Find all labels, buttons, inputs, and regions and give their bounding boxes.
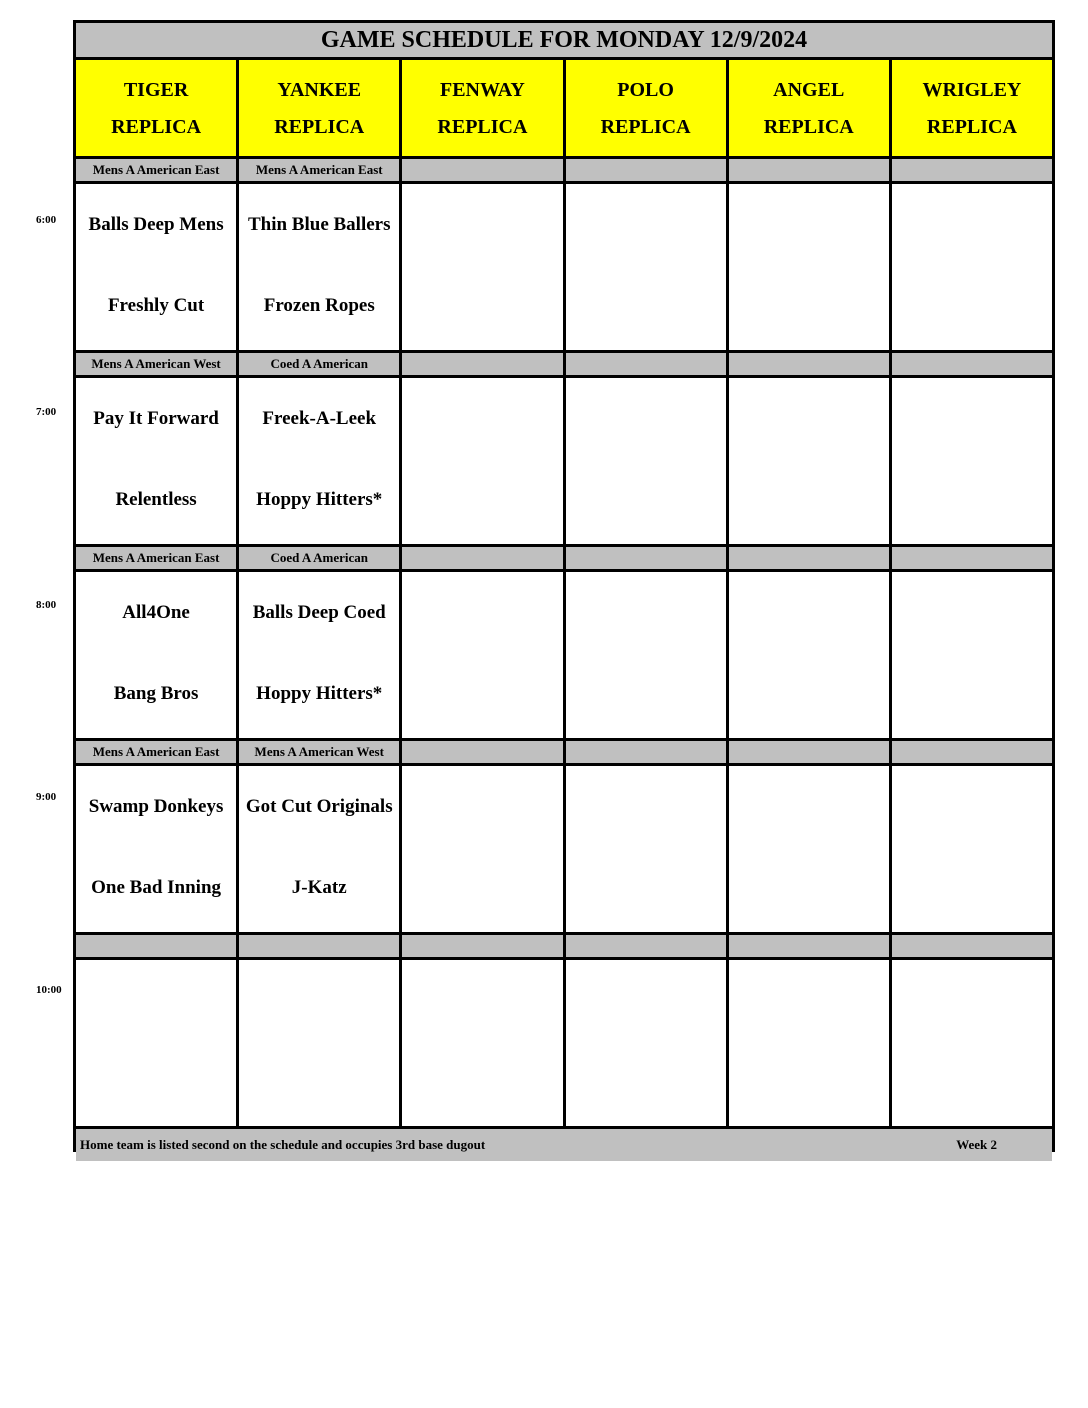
league-label bbox=[729, 741, 889, 763]
game-cell bbox=[566, 572, 726, 738]
game-cell bbox=[239, 960, 399, 1126]
league-label bbox=[892, 547, 1052, 569]
home-team: Relentless bbox=[115, 489, 197, 510]
home-team: Frozen Ropes bbox=[263, 295, 375, 316]
game-cell bbox=[892, 184, 1052, 350]
field-name: POLO bbox=[617, 79, 674, 101]
time-label: 10:00 bbox=[36, 984, 62, 996]
league-label bbox=[76, 935, 236, 957]
game-cell bbox=[402, 378, 562, 544]
game-cell bbox=[566, 960, 726, 1126]
league-label bbox=[402, 159, 562, 181]
game-cell bbox=[892, 766, 1052, 932]
league-label bbox=[566, 547, 726, 569]
league-label bbox=[566, 935, 726, 957]
game-cell bbox=[892, 960, 1052, 1126]
home-team: Freshly Cut bbox=[107, 295, 205, 316]
game-cell bbox=[566, 378, 726, 544]
game-cell bbox=[239, 766, 399, 932]
league-label: Mens A American East bbox=[76, 547, 236, 569]
league-label bbox=[729, 159, 889, 181]
field-sub: REPLICA bbox=[926, 116, 1017, 138]
field-name: YANKEE bbox=[277, 79, 362, 101]
league-label bbox=[402, 353, 562, 375]
away-team: Pay It Forward bbox=[93, 408, 219, 429]
game-cell bbox=[729, 572, 889, 738]
home-team: One Bad Inning bbox=[91, 877, 222, 898]
time-label: 8:00 bbox=[36, 599, 57, 611]
game-cell bbox=[239, 184, 399, 350]
time-label: 7:00 bbox=[36, 406, 57, 418]
page-title: GAME SCHEDULE FOR MONDAY 12/9/2024 bbox=[76, 23, 1052, 57]
field-sub: REPLICA bbox=[274, 116, 365, 138]
league-label bbox=[402, 547, 562, 569]
league-label bbox=[566, 159, 726, 181]
game-cell bbox=[892, 572, 1052, 738]
game-cell bbox=[402, 766, 562, 932]
game-cell bbox=[892, 378, 1052, 544]
league-label bbox=[566, 741, 726, 763]
game-cell bbox=[729, 378, 889, 544]
league-label bbox=[729, 935, 889, 957]
time-label: 6:00 bbox=[36, 214, 57, 226]
league-label: Mens A American West bbox=[76, 353, 236, 375]
game-cell bbox=[729, 766, 889, 932]
game-cell bbox=[729, 960, 889, 1126]
field-name: FENWAY bbox=[439, 79, 525, 101]
field-header-wrigley bbox=[892, 60, 1052, 156]
game-cell bbox=[239, 572, 399, 738]
field-name: ANGEL bbox=[773, 79, 845, 101]
away-team: Thin Blue Ballers bbox=[247, 214, 391, 235]
game-cell bbox=[76, 960, 236, 1126]
league-label bbox=[892, 935, 1052, 957]
away-team: Freek-A-Leek bbox=[262, 408, 377, 429]
field-header-yankee bbox=[239, 60, 399, 156]
field-sub: REPLICA bbox=[437, 116, 528, 138]
league-label: Mens A American West bbox=[239, 741, 399, 763]
field-sub: REPLICA bbox=[763, 116, 854, 138]
schedule-table bbox=[73, 20, 1055, 1152]
game-cell bbox=[402, 572, 562, 738]
away-team: Swamp Donkeys bbox=[88, 796, 224, 817]
home-team: J-Katz bbox=[291, 877, 347, 898]
league-label: Mens A American East bbox=[76, 159, 236, 181]
game-cell bbox=[566, 184, 726, 350]
league-label bbox=[402, 741, 562, 763]
time-label: 9:00 bbox=[36, 791, 57, 803]
league-label: Mens A American East bbox=[76, 741, 236, 763]
home-team: Hoppy Hitters* bbox=[256, 683, 383, 704]
away-team: Got Cut Originals bbox=[245, 796, 393, 817]
league-label bbox=[729, 547, 889, 569]
field-header-fenway bbox=[402, 60, 562, 156]
field-header-polo bbox=[566, 60, 726, 156]
field-header-tiger bbox=[76, 60, 236, 156]
field-sub: REPLICA bbox=[111, 116, 202, 138]
field-sub: REPLICA bbox=[600, 116, 691, 138]
game-cell bbox=[566, 766, 726, 932]
league-label: Coed A American bbox=[239, 353, 399, 375]
footer-bar bbox=[76, 1129, 1052, 1161]
game-cell bbox=[729, 184, 889, 350]
league-label bbox=[402, 935, 562, 957]
game-cell bbox=[239, 378, 399, 544]
game-cell bbox=[76, 184, 236, 350]
league-label bbox=[566, 353, 726, 375]
field-name: TIGER bbox=[123, 79, 189, 101]
game-cell bbox=[76, 378, 236, 544]
away-team: Balls Deep Coed bbox=[252, 602, 386, 623]
game-cell bbox=[402, 960, 562, 1126]
home-team: Bang Bros bbox=[113, 683, 199, 704]
league-label bbox=[729, 353, 889, 375]
game-cell bbox=[402, 184, 562, 350]
league-label: Mens A American East bbox=[239, 159, 399, 181]
league-label bbox=[239, 935, 399, 957]
away-team: Balls Deep Mens bbox=[88, 214, 224, 235]
week-label: Week 2 bbox=[956, 1137, 997, 1152]
field-name: WRIGLEY bbox=[922, 79, 1022, 101]
league-label bbox=[892, 159, 1052, 181]
field-header-angel bbox=[729, 60, 889, 156]
game-cell bbox=[76, 572, 236, 738]
league-label bbox=[892, 741, 1052, 763]
game-cell bbox=[76, 766, 236, 932]
away-team: All4One bbox=[122, 602, 190, 623]
footer-note: Home team is listed second on the schedule and occupies 3rd base dugout bbox=[80, 1137, 486, 1152]
league-label: Coed A American bbox=[239, 547, 399, 569]
home-team: Hoppy Hitters* bbox=[256, 489, 383, 510]
league-label bbox=[892, 353, 1052, 375]
